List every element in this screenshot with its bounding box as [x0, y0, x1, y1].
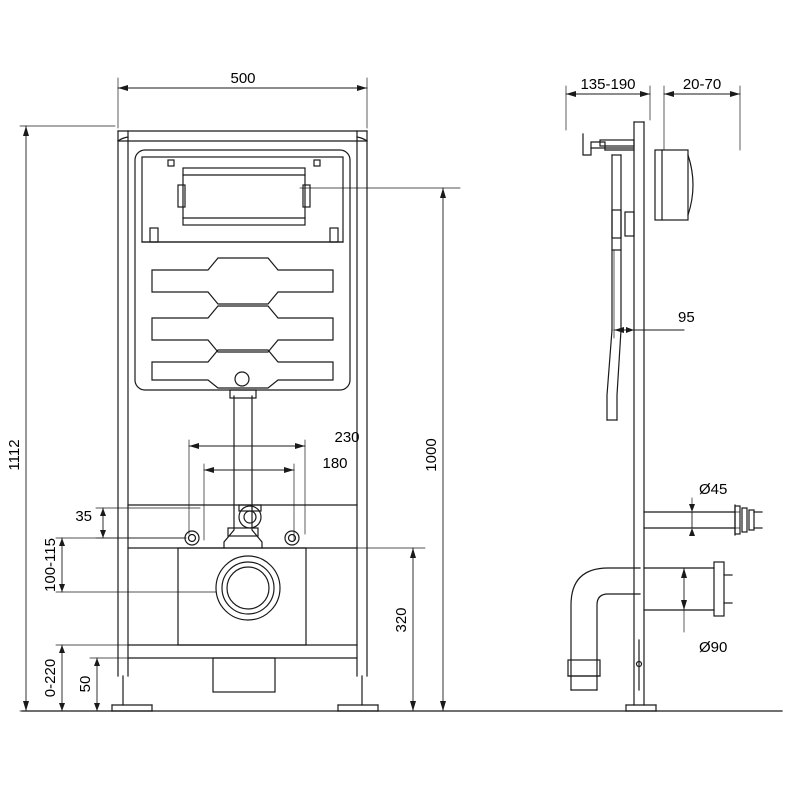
- dim-100-115: [56, 538, 216, 592]
- side-flush-plate: [655, 150, 693, 220]
- dim-dia-90: [680, 568, 714, 632]
- side-outlet-pipe: [644, 562, 732, 616]
- pan-support-box: [128, 505, 357, 692]
- dim-50: [90, 658, 128, 711]
- label-side-135-190: 135-190: [580, 76, 636, 93]
- side-cistern: [583, 134, 634, 420]
- label-range-0-220: 0-220: [42, 658, 59, 698]
- frame-feet: [112, 676, 378, 711]
- label-side-95: 95: [678, 309, 695, 326]
- dim-dia-45: [688, 498, 740, 536]
- side-waste-bend: [568, 568, 640, 690]
- dim-20-70: [664, 86, 740, 150]
- side-inlet-pipe: [644, 505, 762, 535]
- label-height-1112: 1112: [6, 439, 23, 471]
- side-frame: [626, 122, 656, 711]
- dim-1112: [20, 126, 115, 711]
- label-span-230: 230: [334, 429, 360, 446]
- dim-95: [614, 250, 684, 338]
- insulation-panels: [152, 258, 333, 388]
- label-height-1000: 1000: [423, 438, 440, 472]
- label-height-320: 320: [393, 607, 410, 633]
- label-side-20-70: 20-70: [682, 76, 722, 93]
- dim-35: [96, 508, 200, 538]
- label-dia-45: Ø45: [699, 481, 728, 498]
- label-width-500: 500: [230, 70, 256, 87]
- front-frame-outer: [118, 131, 367, 676]
- label-height-50: 50: [77, 675, 94, 693]
- label-dia-90: Ø90: [699, 639, 728, 656]
- label-offset-35: 35: [75, 508, 92, 525]
- dim-230: [189, 440, 305, 534]
- label-range-100-115: 100-115: [42, 538, 59, 592]
- flush-pipe: [230, 390, 256, 508]
- label-span-180: 180: [322, 455, 348, 472]
